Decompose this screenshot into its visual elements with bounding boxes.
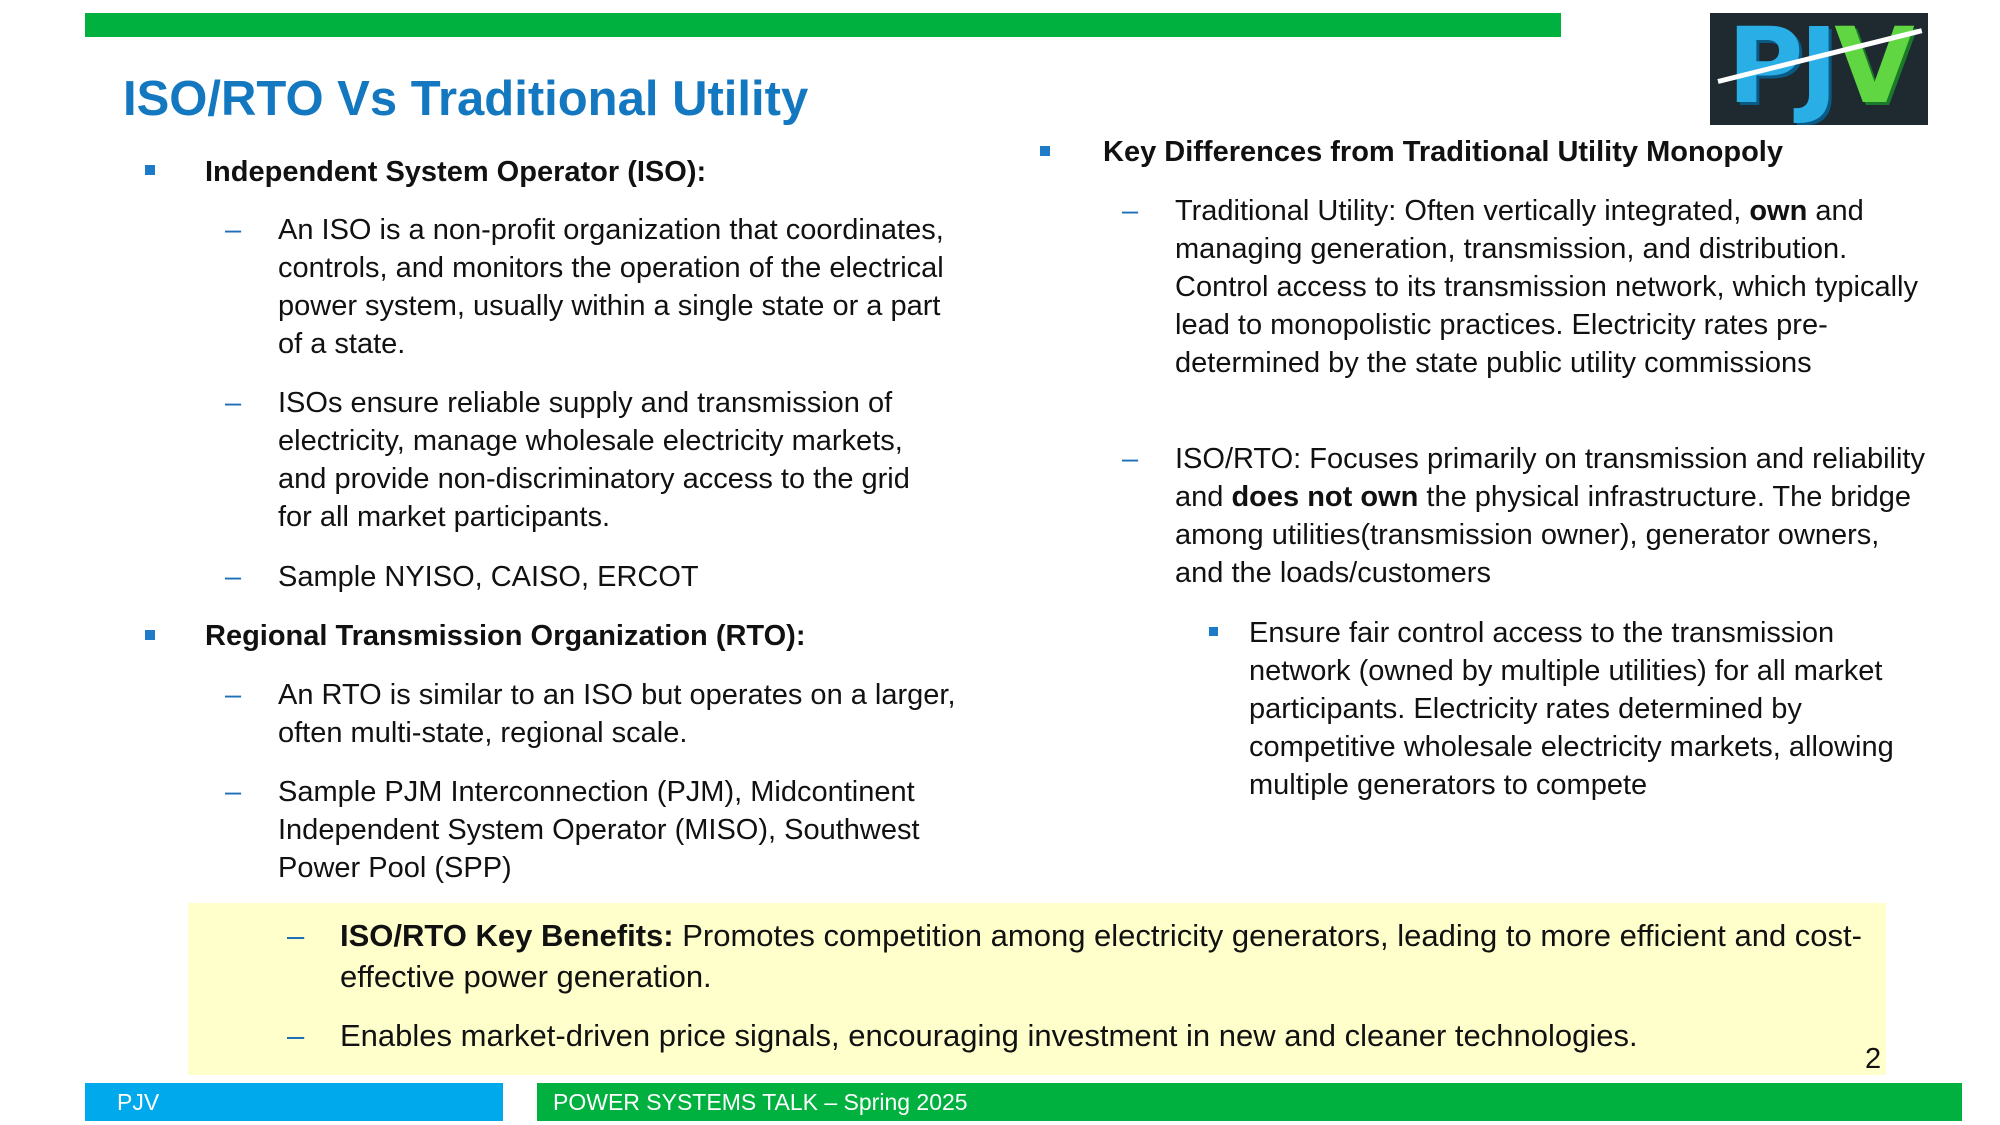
square-bullet-icon [145,630,155,640]
rto-item-1: An RTO is similar to an ISO but operates on a larger, often multi-state, regional scale. [278,679,956,749]
iso-item-1: An ISO is a non-profit organization that coordinates, controls, and monitors the operation of the electrical power system, usually within a single state or a part of a state. [278,214,944,360]
top-accent-bar [85,13,1561,37]
iso-item-3: Sample NYISO, CAISO, ERCOT [278,561,699,593]
page-number: 2 [1865,1043,1882,1075]
square-bullet-icon [145,165,155,175]
dash-bullet-icon: – [1122,195,1139,227]
dash-bullet-icon: – [225,679,242,711]
dash-bullet-icon: – [287,918,305,953]
dash-bullet-icon: – [225,561,242,593]
square-bullet-icon [1209,627,1218,636]
dash-bullet-icon: – [287,1018,305,1053]
dash-bullet-icon: – [225,776,242,808]
square-bullet-icon [1040,146,1050,156]
rto-heading: Regional Transmission Organization (RTO): [205,620,806,652]
benefits-item-1: ISO/RTO Key Benefits: Promotes competition among electricity generators, leading to more efficient and cost-effective power generation. [340,918,1862,994]
benefits-item-2: Enables market-driven price signals, encouraging investment in new and cleaner technologies. [340,1018,1638,1053]
traditional-utility-item: Traditional Utility: Often vertically integrated, own and managing generation, transmission, and distribution. Control access to its transmission network, which typically lead to monopolistic practices. Electricity rates pre-determined by the state public utility commissions [1175,195,1918,379]
logo-text: PJV [1727,13,1911,125]
key-differences-heading: Key Differences from Traditional Utility Monopoly [1103,136,1783,168]
iso-item-2: ISOs ensure reliable supply and transmission of electricity, manage wholesale electricity markets, and provide non-discriminatory access to the grid for all market participants. [278,387,910,533]
slide-title: ISO/RTO Vs Traditional Utility [123,72,809,126]
pjv-logo [1710,13,1928,125]
iso-rto-item: ISO/RTO: Focuses primarily on transmission and reliability and does not own the physical infrastructure. The bridge among utilities(transmission owner), generator owners, and the loads/customers [1175,443,1925,589]
footer-right: POWER SYSTEMS TALK – Spring 2025 [537,1083,1962,1121]
fair-access-subitem: Ensure fair control access to the transmission network (owned by multiple utilities) for all market participants. Electricity rates determined by competitive wholesale electricity markets, allowing multiple generators to compete [1249,617,1894,801]
dash-bullet-icon: – [1122,443,1139,475]
rto-item-2: Sample PJM Interconnection (PJM), Midcontinent Independent System Operator (MISO), Southwest Power Pool (SPP) [278,776,920,884]
iso-heading: Independent System Operator (ISO): [205,156,707,188]
footer-left: PJV [85,1083,503,1121]
dash-bullet-icon: – [225,387,242,419]
dash-bullet-icon: – [225,214,242,246]
